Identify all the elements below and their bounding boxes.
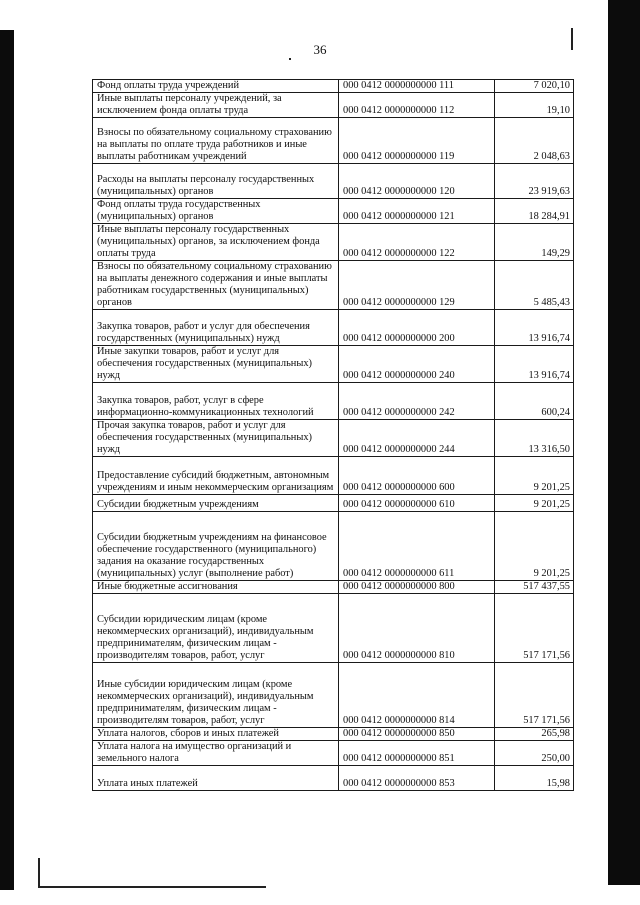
row-code-cell: 000 0412 0000000000 853 bbox=[339, 766, 495, 791]
row-code-cell: 000 0412 0000000000 610 bbox=[339, 495, 495, 512]
row-name-cell: Взносы по обязательному социальному страхованию на выплаты денежного содержания и иные выплаты работникам государственных (муниципальных) органов bbox=[93, 261, 339, 310]
row-name-cell: Уплата налогов, сборов и иных платежей bbox=[93, 728, 339, 741]
table-row bbox=[93, 199, 574, 224]
table-row bbox=[93, 80, 574, 93]
row-code-cell: 000 0412 0000000000 850 bbox=[339, 728, 495, 741]
row-code-cell: 000 0412 0000000000 244 bbox=[339, 420, 495, 457]
row-amount-cell: 9 201,25 bbox=[495, 457, 574, 495]
row-name-cell: Предоставление субсидий бюджетным, автономным учреждениям и иным некоммерческим организациям bbox=[93, 457, 339, 495]
row-name-cell: Уплата налога на имущество организаций и земельного налога bbox=[93, 741, 339, 766]
row-name-cell: Уплата иных платежей bbox=[93, 766, 339, 791]
table-row bbox=[93, 594, 574, 663]
row-amount-cell: 517 171,56 bbox=[495, 663, 574, 728]
row-amount-cell: 517 171,56 bbox=[495, 594, 574, 663]
page-number: 36 bbox=[313, 42, 327, 57]
row-amount-cell: 9 201,25 bbox=[495, 512, 574, 581]
table-row bbox=[93, 118, 574, 164]
row-name-cell: Расходы на выплаты персоналу государственных (муниципальных) органов bbox=[93, 164, 339, 199]
table-row bbox=[93, 93, 574, 118]
row-name-cell: Прочая закупка товаров, работ и услуг для обеспечения государственных (муниципальных) нужд bbox=[93, 420, 339, 457]
table-row bbox=[93, 420, 574, 457]
row-name-cell: Закупка товаров, работ и услуг для обеспечения государственных (муниципальных) нужд bbox=[93, 310, 339, 346]
row-amount-cell: 149,29 bbox=[495, 224, 574, 261]
scan-border-right bbox=[608, 0, 640, 885]
table-row bbox=[93, 766, 574, 791]
row-code-cell: 000 0412 0000000000 242 bbox=[339, 383, 495, 420]
row-code-cell: 000 0412 0000000000 814 bbox=[339, 663, 495, 728]
table-row bbox=[93, 261, 574, 310]
row-name-cell: Иные выплаты персоналу государственных (муниципальных) органов, за исключением фонда оплаты труда bbox=[93, 224, 339, 261]
row-name-cell: Субсидии юридическим лицам (кроме некоммерческих организаций), индивидуальным предпринимателям, физическим лицам - производителям товаров, работ, услуг bbox=[93, 594, 339, 663]
row-name-cell: Субсидии бюджетным учреждениям bbox=[93, 495, 339, 512]
table-row bbox=[93, 383, 574, 420]
row-amount-cell: 9 201,25 bbox=[495, 495, 574, 512]
row-amount-cell: 265,98 bbox=[495, 728, 574, 741]
row-amount-cell: 600,24 bbox=[495, 383, 574, 420]
row-amount-cell: 13 916,74 bbox=[495, 346, 574, 383]
row-name-cell: Иные бюджетные ассигнования bbox=[93, 581, 339, 594]
row-code-cell: 000 0412 0000000000 810 bbox=[339, 594, 495, 663]
row-name-cell: Закупка товаров, работ, услуг в сфере информационно-коммуникационных технологий bbox=[93, 383, 339, 420]
row-code-cell: 000 0412 0000000000 112 bbox=[339, 93, 495, 118]
row-name-cell: Фонд оплаты труда учреждений bbox=[93, 80, 339, 93]
budget-table bbox=[92, 79, 574, 791]
table-row bbox=[93, 581, 574, 594]
row-amount-cell: 15,98 bbox=[495, 766, 574, 791]
row-code-cell: 000 0412 0000000000 121 bbox=[339, 199, 495, 224]
table-row bbox=[93, 741, 574, 766]
row-name-cell: Иные субсидии юридическим лицам (кроме некоммерческих организаций), индивидуальным предпринимателям, физическим лицам - производителям товаров, работ, услуг bbox=[93, 663, 339, 728]
table-row bbox=[93, 457, 574, 495]
row-name-cell: Субсидии бюджетным учреждениям на финансовое обеспечение государственного (муниципального) задания на оказание государственных (муниципальных) услуг (выполнение работ) bbox=[93, 512, 339, 581]
table-row bbox=[93, 310, 574, 346]
table-row bbox=[93, 728, 574, 741]
table-row bbox=[93, 224, 574, 261]
row-code-cell: 000 0412 0000000000 600 bbox=[339, 457, 495, 495]
table-row bbox=[93, 164, 574, 199]
row-name-cell: Фонд оплаты труда государственных (муниципальных) органов bbox=[93, 199, 339, 224]
row-amount-cell: 13 316,50 bbox=[495, 420, 574, 457]
row-amount-cell: 2 048,63 bbox=[495, 118, 574, 164]
row-code-cell: 000 0412 0000000000 800 bbox=[339, 581, 495, 594]
row-amount-cell: 5 485,43 bbox=[495, 261, 574, 310]
table-row bbox=[93, 495, 574, 512]
row-code-cell: 000 0412 0000000000 119 bbox=[339, 118, 495, 164]
row-amount-cell: 250,00 bbox=[495, 741, 574, 766]
row-code-cell: 000 0412 0000000000 240 bbox=[339, 346, 495, 383]
row-name-cell: Иные закупки товаров, работ и услуг для обеспечения государственных (муниципальных) нужд bbox=[93, 346, 339, 383]
row-amount-cell: 517 437,55 bbox=[495, 581, 574, 594]
row-code-cell: 000 0412 0000000000 111 bbox=[339, 80, 495, 93]
row-code-cell: 000 0412 0000000000 611 bbox=[339, 512, 495, 581]
table-row bbox=[93, 512, 574, 581]
row-amount-cell: 7 020,10 bbox=[495, 80, 574, 93]
row-amount-cell: 23 919,63 bbox=[495, 164, 574, 199]
row-code-cell: 000 0412 0000000000 129 bbox=[339, 261, 495, 310]
row-code-cell: 000 0412 0000000000 122 bbox=[339, 224, 495, 261]
table-row bbox=[93, 663, 574, 728]
row-name-cell: Иные выплаты персоналу учреждений, за исключением фонда оплаты труда bbox=[93, 93, 339, 118]
scan-border-left bbox=[0, 30, 14, 890]
row-code-cell: 000 0412 0000000000 200 bbox=[339, 310, 495, 346]
row-amount-cell: 13 916,74 bbox=[495, 310, 574, 346]
row-amount-cell: 18 284,91 bbox=[495, 199, 574, 224]
row-code-cell: 000 0412 0000000000 120 bbox=[339, 164, 495, 199]
scan-mark bbox=[38, 886, 266, 888]
row-code-cell: 000 0412 0000000000 851 bbox=[339, 741, 495, 766]
row-name-cell: Взносы по обязательному социальному страхованию на выплаты по оплате труда работников и иные выплаты работникам учреждений bbox=[93, 118, 339, 164]
scan-mark bbox=[38, 858, 40, 888]
row-amount-cell: 19,10 bbox=[495, 93, 574, 118]
table-row bbox=[93, 346, 574, 383]
scan-dot bbox=[289, 58, 291, 60]
